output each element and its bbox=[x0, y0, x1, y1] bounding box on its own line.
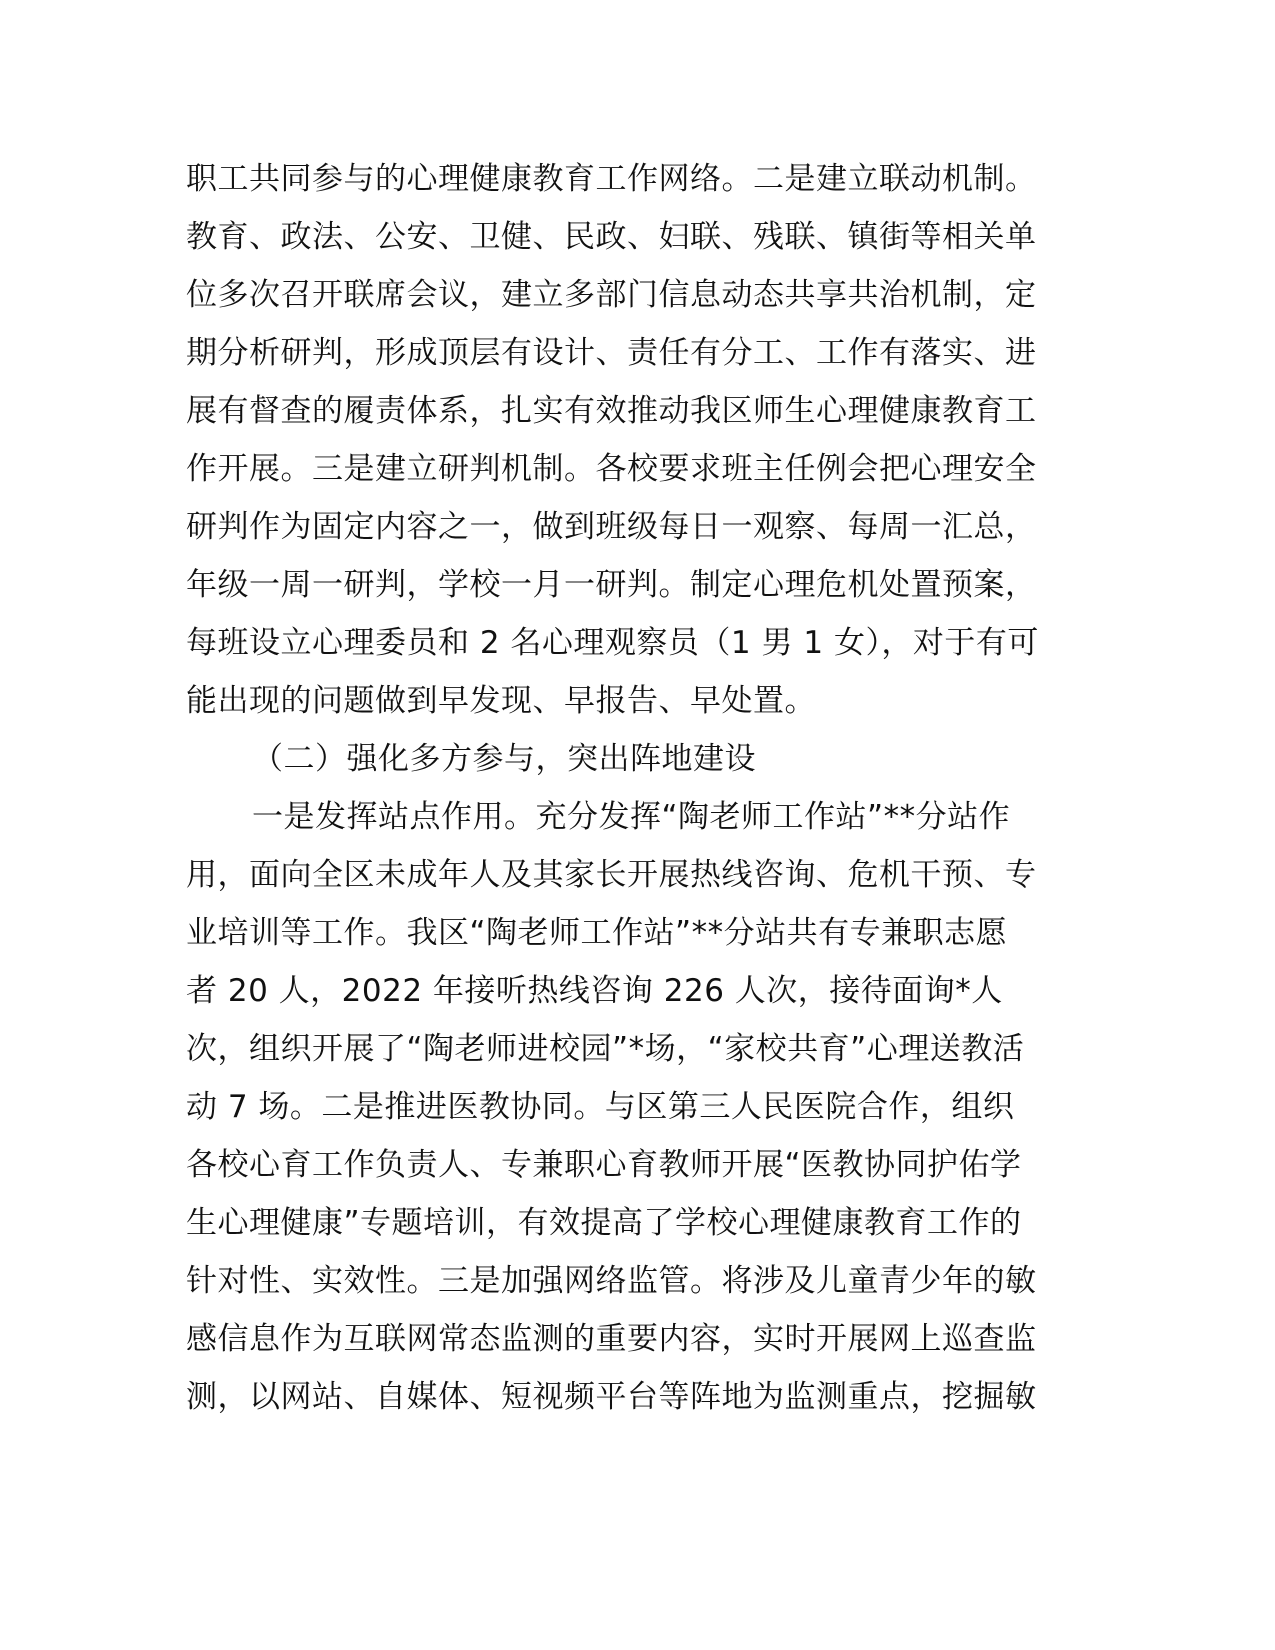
text-line: 业培训等工作。我区“陶老师工作站”**分站共有专兼职志愿 bbox=[186, 915, 1008, 951]
section-heading: （二）强化多方参与，突出阵地建设 bbox=[252, 741, 756, 777]
text-line: 教育、政法、公安、卫健、民政、妇联、残联、镇街等相关单 bbox=[186, 219, 1037, 255]
text-line: 位多次召开联席会议，建立多部门信息动态共享共治机制，定 bbox=[186, 277, 1037, 313]
text-line: 生心理健康”专题培训，有效提高了学校心理健康教育工作的 bbox=[186, 1205, 1022, 1241]
text-line: 职工共同参与的心理健康教育工作网络。二是建立联动机制。 bbox=[186, 161, 1037, 197]
text-line: 能出现的问题做到早发现、早报告、早处置。 bbox=[186, 683, 816, 719]
text-line: 作开展。三是建立研判机制。各校要求班主任例会把心理安全 bbox=[186, 451, 1037, 487]
text-line: 研判作为固定内容之一，做到班级每日一观察、每周一汇总， bbox=[186, 509, 1037, 545]
text-line: 展有督查的履责体系，扎实有效推动我区师生心理健康教育工 bbox=[186, 393, 1037, 429]
text-line: 者 20 人，2022 年接听热线咨询 226 人次，接待面询*人 bbox=[186, 973, 1003, 1009]
text-line: 各校心育工作负责人、专兼职心育教师开展“医教协同护佑学 bbox=[186, 1147, 1022, 1183]
text-line: 针对性、实效性。三是加强网络监管。将涉及儿童青少年的敏 bbox=[186, 1263, 1037, 1299]
text-line: 每班设立心理委员和 2 名心理观察员（1 男 1 女），对于有可 bbox=[186, 625, 1039, 661]
text-line: 动 7 场。二是推进医教协同。与区第三人民医院合作，组织 bbox=[186, 1089, 1015, 1125]
text-line: 期分析研判，形成顶层有设计、责任有分工、工作有落实、进 bbox=[186, 335, 1037, 371]
document-body bbox=[186, 150, 1086, 1426]
text-line: 用，面向全区未成年人及其家长开展热线咨询、危机干预、专 bbox=[186, 857, 1037, 893]
text-line: 测，以网站、自媒体、短视频平台等阵地为监测重点，挖掘敏 bbox=[186, 1379, 1037, 1415]
paragraph-first-line: 一是发挥站点作用。充分发挥“陶老师工作站”**分站作 bbox=[252, 799, 1011, 835]
text-line: 次，组织开展了“陶老师进校园”*场，“家校共育”心理送教活 bbox=[186, 1031, 1025, 1067]
text-line: 感信息作为互联网常态监测的重要内容，实时开展网上巡查监 bbox=[186, 1321, 1037, 1357]
text-line: 年级一周一研判，学校一月一研判。制定心理危机处置预案， bbox=[186, 567, 1037, 603]
